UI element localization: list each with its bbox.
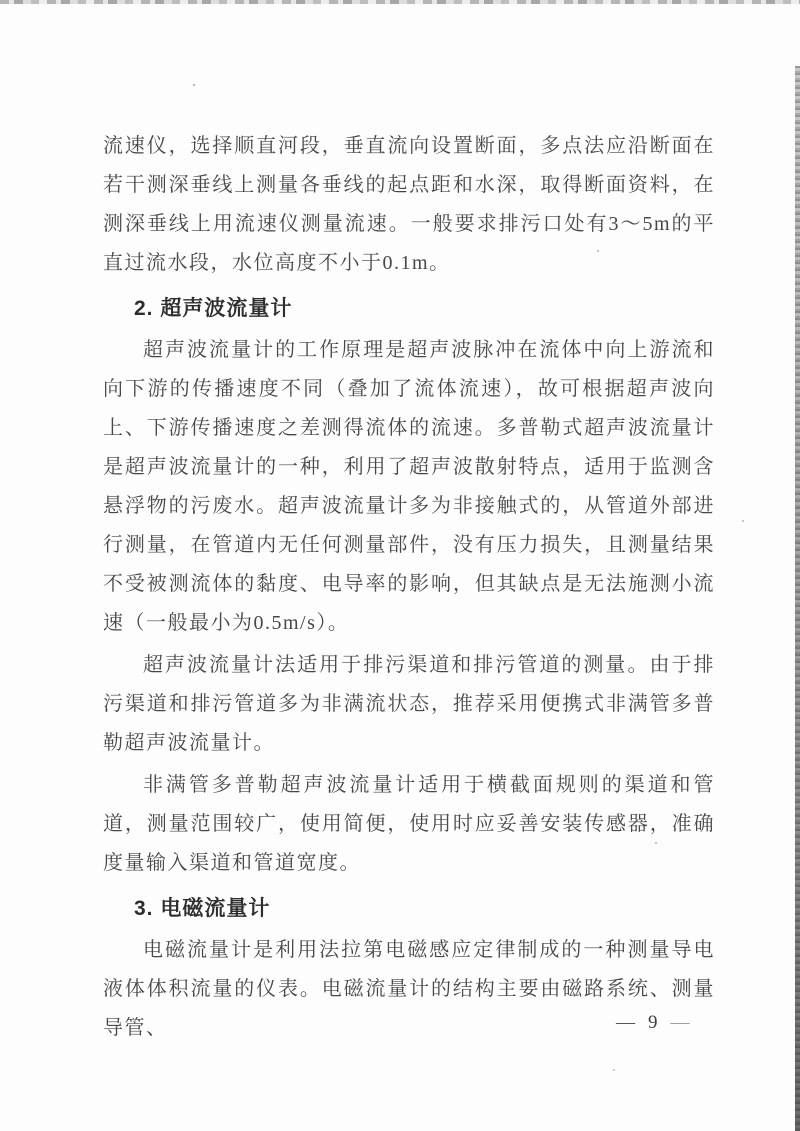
- text-column: [103, 127, 715, 1048]
- scan-artifact-right-edge: [795, 66, 800, 1131]
- section-heading: 2. 超声波流量计: [134, 297, 293, 320]
- page-number-dash-right: —: [670, 1012, 690, 1033]
- scan-artifact-top-edge: [0, 0, 800, 4]
- body-paragraph: 流速仪，选择顺直河段，垂直流向设置断面，多点法应沿断面在若干测深垂线上测量各垂线的起点距和水深，取得断面资料，在测深垂线上用流速仪测量流速。一般要求排污口处有3～5m的平直过流水段，水位高度不小于0.1m。: [103, 135, 715, 274]
- scan-specks: [193, 84, 195, 86]
- page-number: [616, 1011, 690, 1035]
- body-paragraph: 非满管多普勒超声波流量计适用于横截面规则的渠道和管道，测量范围较广，使用简便，使用时应妥善安装传感器，准确度量输入渠道和管道宽度。: [103, 774, 715, 874]
- body-paragraph: 超声波流量计法适用于排污渠道和排污管道的测量。由于排污渠道和排污管道多为非满流状态，推荐采用便携式非满管多普勒超声波流量计。: [103, 654, 715, 754]
- body-paragraph: 超声波流量计的工作原理是超声波脉冲在流体中向上游流和向下游的传播速度不同（叠加了流体流速），故可根据超声波向上、下游传播速度之差测得流体的流速。多普勒式超声波流量计是超声波流量计的一种，利用了超声波散射特点，适用于监测含悬浮物的污废水。超声波流量计多为非接触式的，从管道外部进行测量，在管道内无任何测量部件，没有压力损失，且测量结果不受被测流体的黏度、电导率的影响，但其缺点是无法施测小流速（一般最小为0.5m/s）。: [103, 339, 715, 634]
- page-number-dash-left: —: [616, 1012, 635, 1033]
- page-number-value: 9: [648, 1012, 658, 1033]
- section-heading: 3. 电磁流量计: [134, 897, 271, 920]
- body-paragraph: 电磁流量计是利用法拉第电磁感应定律制成的一种测量导电液体体积流量的仪表。电磁流量计的结构主要由磁路系统、测量导管、: [103, 939, 715, 1039]
